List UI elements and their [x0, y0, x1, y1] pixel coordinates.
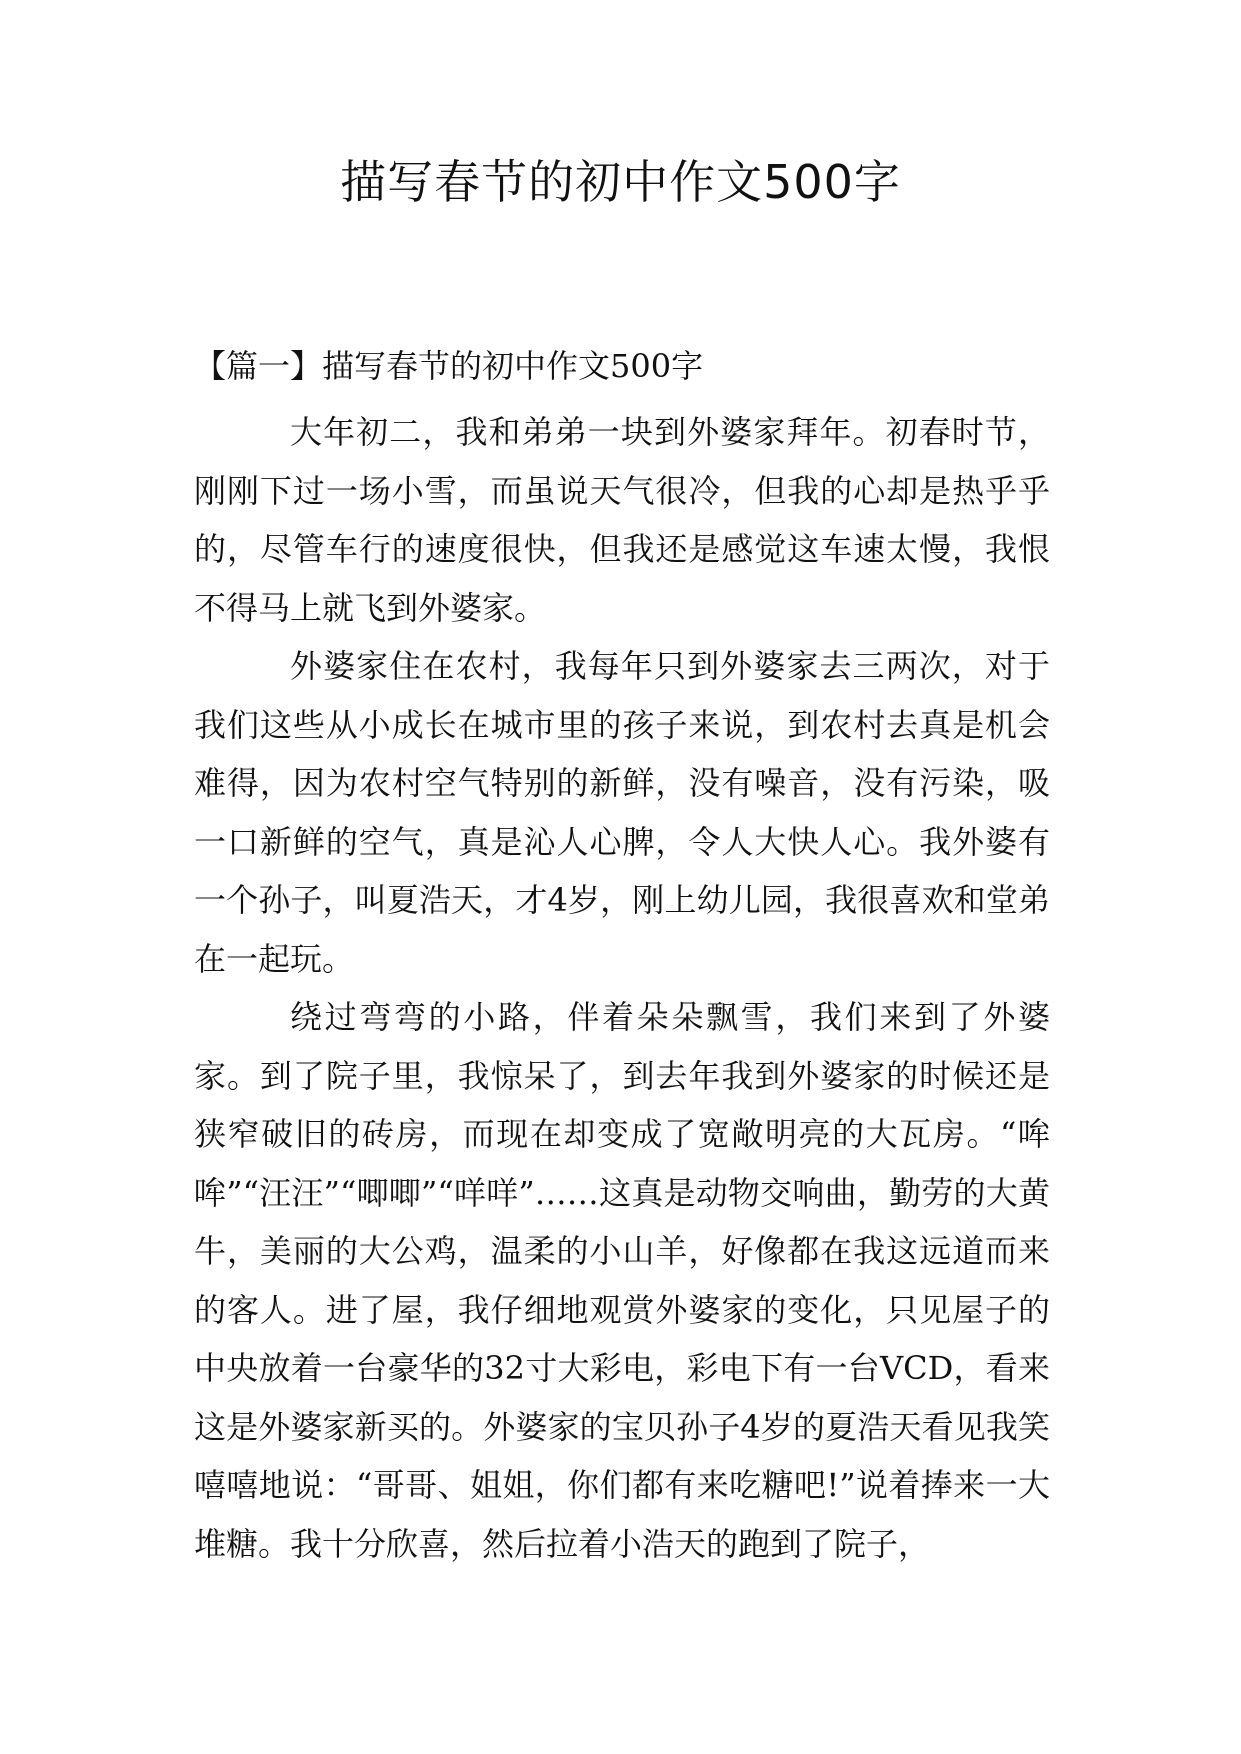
document-body	[194, 403, 1050, 1573]
section-heading: 【篇一】描写春节的初中作文500字	[194, 347, 704, 385]
paragraph: 大年初二，我和弟弟一块到外婆家拜年。初春时节，刚刚下过一场小雪，而虽说天气很冷，但我的心却是热乎乎的，尽管车行的速度很快，但我还是感觉这车速太慢，我恨不得马上就飞到外婆家。	[194, 413, 1050, 627]
paragraph: 绕过弯弯的小路，伴着朵朵飘雪，我们来到了外婆家。到了院子里，我惊呆了，到去年我到外婆家的时候还是狭窄破旧的砖房，而现在却变成了宽敞明亮的大瓦房。“哞哞”“汪汪”“唧唧”“咩咩”……这真是动物交响曲，勤劳的大黄牛，美丽的大公鸡，温柔的小山羊，好像都在我这远道而来的客人。进了屋，我仔细地观赏外婆家的变化，只见屋子的中央放着一台豪华的32寸大彩电，彩电下有一台VCD，看来这是外婆家新买的。外婆家的宝贝孙子4岁的夏浩天看见我笑嘻嘻地说：“哥哥、姐姐，你们都有来吃糖吧!”说着捧来一大堆糖。我十分欣喜，然后拉着小浩天的跑到了院子，	[194, 998, 1050, 1563]
paragraph: 外婆家住在农村，我每年只到外婆家去三两次，对于我们这些从小成长在城市里的孩子来说，到农村去真是机会难得，因为农村空气特别的新鲜，没有噪音，没有污染，吸一口新鲜的空气，真是沁人心脾，令人大快人心。我外婆有一个孙子，叫夏浩天，才4岁，刚上幼儿园，我很喜欢和堂弟在一起玩。	[194, 647, 1050, 978]
document-title: 描写春节的初中作文500字	[340, 155, 901, 209]
